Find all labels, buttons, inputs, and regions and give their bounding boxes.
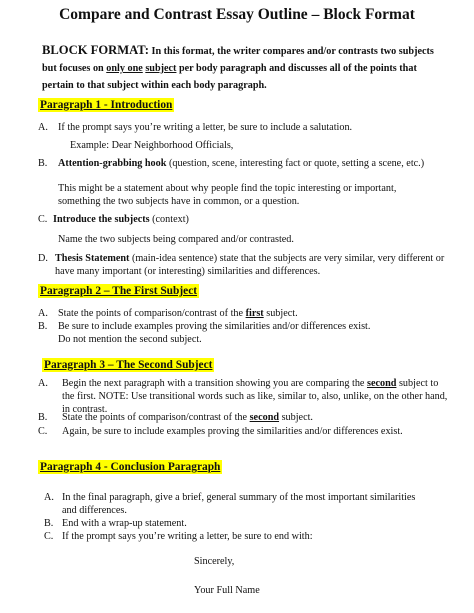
p2-a-first: first (245, 308, 264, 319)
p3-a-text: Begin the next paragraph with a transition showing you are comparing the (62, 378, 367, 389)
p1-hook-desc: (question, scene, interesting fact or quote, setting a scene, etc.) (166, 158, 425, 169)
intro-underlined-only-one: only one (106, 63, 143, 74)
intro-paragraph (42, 42, 448, 94)
p2-item-b-sub: Do not mention the second subject. (58, 334, 202, 345)
paragraph-3-heading: Paragraph 3 – The Second Subject (44, 359, 213, 371)
p2-item-a-text (58, 307, 298, 320)
p1-item-d-text (55, 252, 444, 265)
p4-item-a-label: A. (44, 492, 54, 503)
p4-item-c-label: C. (44, 531, 54, 542)
p3-b-second: second (249, 412, 280, 423)
intro-text-1: In this format, the writer compares and/or contrasts two subjects but focuses on (42, 46, 434, 74)
p1-thesis-term: Thesis Statement (55, 253, 130, 264)
p1-item-a-label: A. (38, 122, 48, 133)
paragraph-1-heading: Paragraph 1 - Introduction (40, 99, 173, 111)
p1-item-d-label: D. (38, 253, 48, 264)
p1-item-c-label: C. (38, 214, 48, 225)
p1-thesis-desc: (main-idea sentence) state that the subjects are very similar, very different or (129, 253, 445, 264)
p3-b-tail: subject. (279, 412, 313, 423)
p1-item-c-text (53, 213, 189, 226)
p1-item-c-sub: Name the two subjects being compared and/or contrasted. (58, 234, 294, 245)
p4-item-b-label: B. (44, 518, 54, 529)
p1-hook-term: Attention-grabbing hook (58, 158, 167, 169)
p3-a-second: second (366, 378, 397, 389)
p3-item-c-label: C. (38, 426, 48, 437)
p2-a-text: State the points of comparison/contrast of the (58, 308, 246, 319)
p2-item-b-text: Be sure to include examples proving the similarities and/or differences exist. (58, 321, 371, 332)
p4-item-a-line-2: and differences. (62, 505, 127, 516)
p3-item-a-label: A. (38, 378, 48, 389)
p1-subjects-term: Introduce the subjects (53, 214, 150, 225)
p4-item-a-text: In the final paragraph, give a brief, general summary of the most important similarities (62, 492, 416, 503)
p1-item-b-sub-1: This might be a statement about why people find the topic interesting or important, (58, 183, 397, 194)
p3-item-a-line-2: the first. NOTE: Use transitional words such as like, similar to, also, unlike, on the other hand, (62, 391, 448, 402)
p3-item-b-label: B. (38, 412, 48, 423)
p1-item-a-example: Example: Dear Neighborhood Officials, (70, 140, 234, 151)
p3-item-c-text: Again, be sure to include examples proving the similarities and/or differences exist. (62, 426, 403, 437)
intro-underlined-subject: subject (145, 63, 177, 74)
p2-item-a-label: A. (38, 308, 48, 319)
p1-item-d-text-2: have many important (or interesting) similarities and differences. (55, 266, 321, 277)
p3-item-b-text (62, 411, 313, 424)
closing-signature: Your Full Name (194, 585, 260, 596)
p2-item-b-label: B. (38, 321, 48, 332)
p2-a-tail: subject. (263, 308, 298, 319)
p4-item-c-text: If the prompt says you’re writing a letter, be sure to end with: (62, 531, 313, 542)
p1-item-b-label: B. (38, 158, 48, 169)
p1-item-b-text (58, 157, 424, 170)
p1-item-b-sub-2: something the two subjects have in common, or a question. (58, 196, 300, 207)
intro-lead: BLOCK FORMAT: (42, 43, 149, 57)
page-title: Compare and Contrast Essay Outline – Block Format (59, 6, 415, 23)
p3-item-a-line-3: in contrast. (62, 404, 108, 415)
paragraph-4-heading: Paragraph 4 - Conclusion Paragraph (40, 461, 221, 473)
p1-subjects-desc: (context) (149, 214, 189, 225)
p4-item-b-text: End with a wrap-up statement. (62, 518, 187, 529)
intro-text-2: per body paragraph and discusses all of the points that pertain to that subject within each body paragraph. (42, 63, 417, 91)
closing-salutation: Sincerely, (194, 556, 235, 567)
p3-a-tail: subject to (396, 378, 439, 389)
p1-item-a-text: If the prompt says you’re writing a letter, be sure to include a salutation. (58, 122, 353, 133)
paragraph-2-heading: Paragraph 2 – The First Subject (40, 285, 198, 297)
p3-b-text: State the points of comparison/contrast of the (62, 412, 250, 423)
p3-item-a-text (62, 377, 438, 390)
